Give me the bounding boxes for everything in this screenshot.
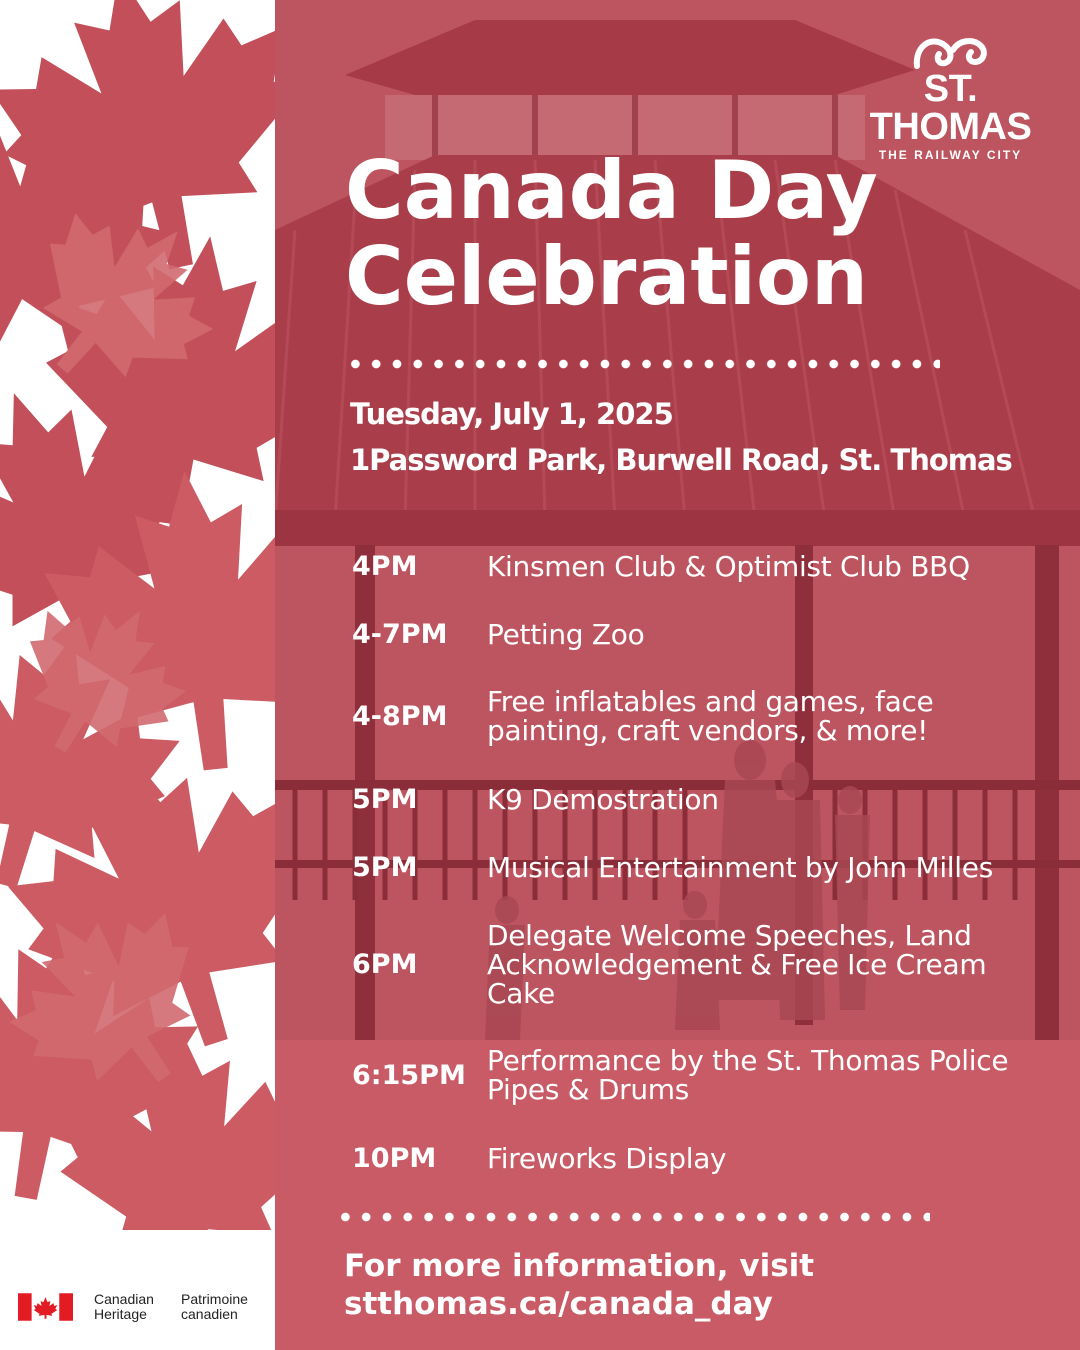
- schedule-row: [352, 548, 1042, 584]
- dotted-divider: [335, 1211, 930, 1223]
- canada-flag-icon: [18, 1293, 73, 1321]
- schedule-time: 4PM: [352, 550, 418, 582]
- logo-tagline: THE RAILWAY CITY: [878, 148, 1023, 162]
- logo-swirl-icon: [911, 30, 991, 72]
- maple-leaves-graphic: [0, 0, 275, 1350]
- schedule-time: 5PM: [352, 783, 418, 815]
- heritage-french: [181, 1292, 248, 1322]
- event-venue: 1Password Park, Burwell Road, St. Thomas: [350, 443, 1012, 477]
- schedule-activity: K9 Demostration: [487, 782, 719, 816]
- schedule-activity: Performance by the St. Thomas Police Pipes & Drums: [487, 1044, 1009, 1106]
- schedule-row: [352, 1044, 1042, 1106]
- schedule-activity: Free inflatables and games, face painting, craft vendors, & more!: [487, 685, 934, 747]
- info-text: For more information, visit: [344, 1248, 815, 1284]
- canadian-heritage-signature: [18, 1290, 268, 1330]
- schedule-row: [352, 781, 1042, 817]
- title-line-1: Canada Day: [345, 144, 878, 237]
- st-thomas-logo[interactable]: [843, 30, 1058, 162]
- maple-leaf-decoration: [0, 0, 275, 1350]
- title-line-2: Celebration: [345, 230, 868, 323]
- event-date: Tuesday, July 1, 2025: [350, 397, 673, 431]
- schedule-time: 5PM: [352, 851, 418, 883]
- schedule-time: 4-8PM: [352, 700, 448, 732]
- schedule-time: 6:15PM: [352, 1059, 466, 1091]
- heritage-fr-line1: Patrimoine: [181, 1291, 248, 1307]
- schedule-activity: Musical Entertainment by John Milles: [487, 850, 993, 884]
- schedule-time: 6PM: [352, 948, 418, 980]
- schedule-row: [352, 1140, 1042, 1176]
- schedule-activity: Fireworks Display: [487, 1141, 727, 1175]
- heritage-fr-line2: canadien: [181, 1306, 238, 1322]
- info-url-link[interactable]: stthomas.ca/canada_day: [344, 1286, 773, 1322]
- schedule-activity: Kinsmen Club & Optimist Club BBQ: [487, 549, 970, 583]
- schedule-row: [352, 919, 1042, 1009]
- schedule-row: [352, 849, 1042, 885]
- heritage-en-line1: Canadian: [94, 1291, 154, 1307]
- logo-wordmark: ST. THOMAS: [869, 68, 1032, 148]
- dotted-divider: [345, 358, 940, 370]
- schedule-row: [352, 686, 1042, 746]
- schedule-row: [352, 616, 1042, 652]
- heritage-english: [94, 1292, 154, 1322]
- heritage-en-line2: Heritage: [94, 1306, 147, 1322]
- schedule-activity: Delegate Welcome Speeches, Land Acknowledgement & Free Ice Cream Cake: [487, 918, 987, 1010]
- page-title: [345, 144, 1045, 323]
- schedule-activity: Petting Zoo: [487, 617, 645, 651]
- schedule-time: 10PM: [352, 1142, 437, 1174]
- schedule-time: 4-7PM: [352, 618, 448, 650]
